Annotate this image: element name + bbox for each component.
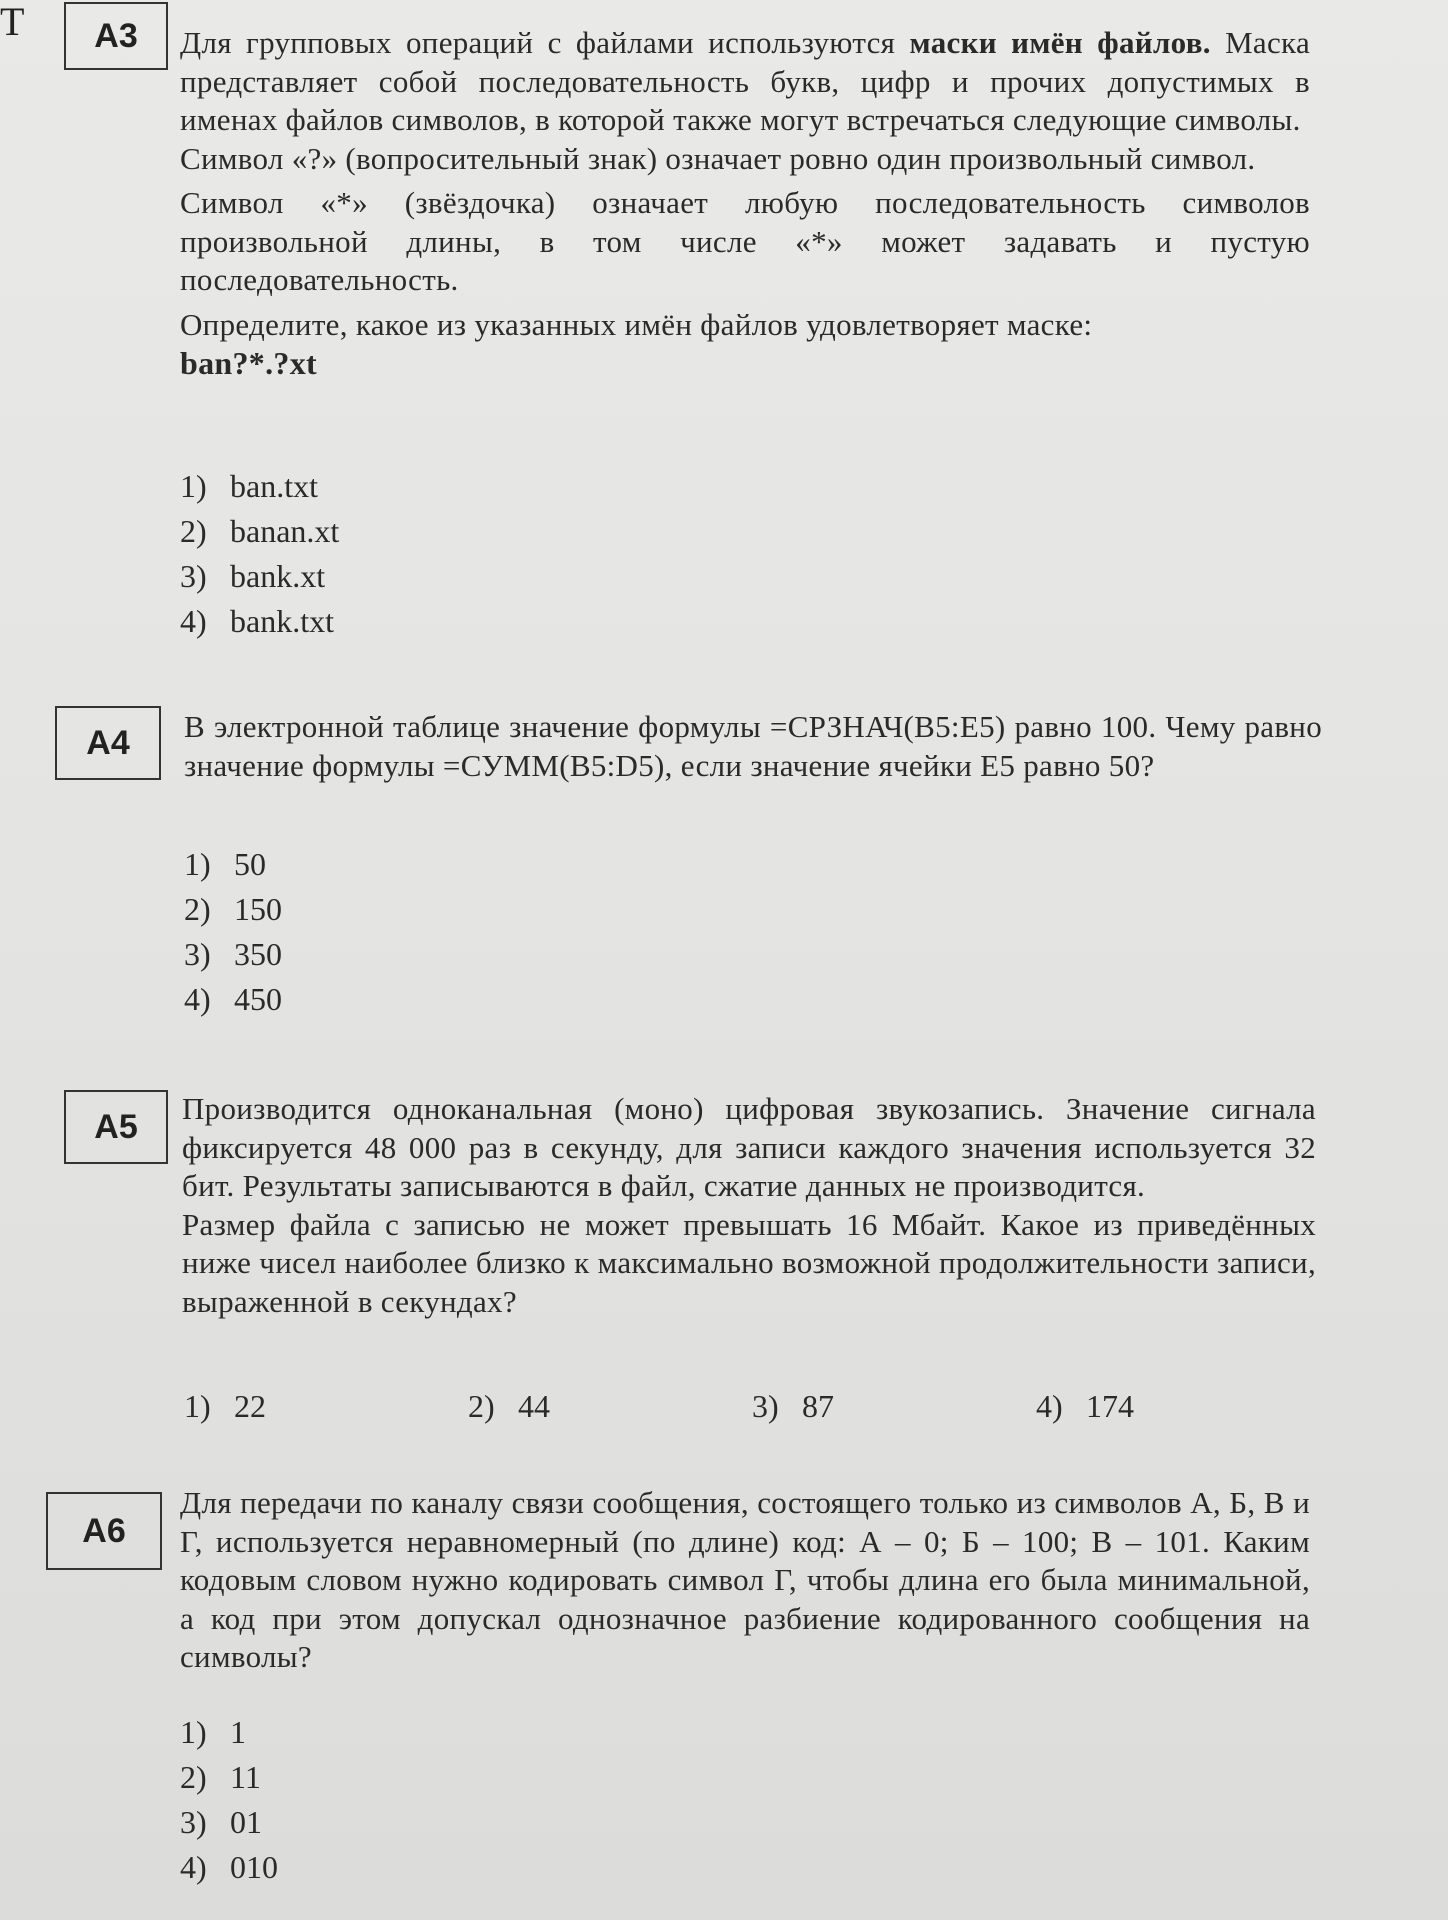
option-number: 1) — [180, 1714, 207, 1750]
option-number: 2) — [180, 513, 207, 549]
task-a5-paragraph-2: Размер файла с записью не может превышать 16 Мбайт. Какое из приведённых ниже чисел наиболее близко к максимально возможной продолжительности записи, выраженной в секундах? — [182, 1206, 1316, 1319]
option-number: 1) — [180, 468, 207, 504]
option-item — [180, 1759, 278, 1804]
option-item — [180, 603, 339, 648]
option-text: 44 — [518, 1388, 550, 1424]
option-number: 3) — [180, 1804, 207, 1840]
page-corner-fragment: Т — [0, 0, 25, 44]
task-a6-options — [180, 1714, 278, 1894]
task-a3-text — [180, 24, 1310, 383]
option-number: 3) — [752, 1388, 779, 1424]
task-a4-question: В электронной таблице значение формулы =СРЗНАЧ(B5:E5) равно 100. Чему равно значение формулы =СУММ(B5:D5), если значение ячейки E5 равно 50? — [184, 709, 1322, 783]
option-item — [180, 1849, 278, 1894]
task-a3-intro-bold: маски имён файлов. — [909, 25, 1211, 60]
option-item — [180, 468, 339, 513]
option-text: 11 — [230, 1759, 261, 1795]
task-label-a3: А3 — [64, 2, 168, 70]
option-text: 450 — [234, 981, 282, 1017]
task-a6-question: Для передачи по каналу связи сообщения, состоящего только из символов А, Б, В и Г, используется неравномерный (по длине) код: А – 0; Б – 100; В – 101. Каким кодовым словом нужно кодировать символ Г, чтобы длина его была минимальной, а код при этом допускал однозначное разбиение кодированного сообщения на символы? — [180, 1485, 1310, 1674]
option-text: 1 — [230, 1714, 246, 1750]
option-text: bank.xt — [230, 558, 326, 594]
option-text: 010 — [230, 1849, 278, 1885]
option-item — [468, 1388, 752, 1425]
option-number: 1) — [184, 1388, 211, 1424]
option-item — [1036, 1388, 1320, 1425]
task-a3-intro-start: Для групповых операций с файлами используются — [180, 25, 910, 60]
task-a3-question-mark-rule: Символ «?» (вопросительный знак) означает ровно один произвольный символ. — [180, 140, 1256, 176]
option-item — [184, 846, 282, 891]
task-label-a5: А5 — [64, 1090, 168, 1164]
option-number: 4) — [1036, 1388, 1063, 1424]
option-number: 2) — [180, 1759, 207, 1795]
task-a4-text — [184, 708, 1322, 785]
option-text: 50 — [234, 846, 266, 882]
task-a3-intro — [180, 24, 1310, 140]
option-item — [184, 981, 282, 1026]
task-a5-paragraph-1: Производится одноканальная (моно) цифровая звукозапись. Значение сигнала фиксируется 48 000 раз в секунду, для записи каждого значения используется 32 бит. Результаты записываются в файл, сжатие данных не производится. — [182, 1091, 1316, 1203]
option-item — [752, 1388, 1036, 1425]
option-text: 01 — [230, 1804, 262, 1840]
option-number: 3) — [180, 558, 207, 594]
option-number: 3) — [184, 936, 211, 972]
option-text: banan.xt — [230, 513, 340, 549]
option-item — [180, 1804, 278, 1849]
option-item — [184, 936, 282, 981]
option-number: 4) — [180, 603, 207, 639]
option-item — [184, 1388, 468, 1425]
option-item — [180, 558, 339, 603]
option-number: 2) — [468, 1388, 495, 1424]
task-a3-star-rule: Символ «*» (звёздочка) означает любую последовательность символов произвольной длины, в том числе «*» может задавать и пустую последовательность. — [180, 185, 1310, 297]
option-number: 1) — [184, 846, 211, 882]
option-number: 4) — [180, 1849, 207, 1885]
option-text: 350 — [234, 936, 282, 972]
option-text: 150 — [234, 891, 282, 927]
task-a6-text — [180, 1484, 1310, 1677]
task-a5-options — [184, 1388, 1320, 1425]
option-number: 4) — [184, 981, 211, 1017]
task-a3-task: Определите, какое из указанных имён файлов удовлетворяет маске: — [180, 306, 1093, 342]
task-a3-options — [180, 468, 339, 648]
task-label-a4: А4 — [55, 706, 161, 780]
task-a3-mask: ban?*.?xt — [180, 345, 317, 381]
option-text: ban.txt — [230, 468, 318, 504]
task-a5-text — [182, 1090, 1316, 1321]
option-text: 174 — [1086, 1388, 1134, 1424]
option-item — [180, 1714, 278, 1759]
option-number: 2) — [184, 891, 211, 927]
option-text: 87 — [802, 1388, 834, 1424]
option-item — [184, 891, 282, 936]
option-item — [180, 513, 339, 558]
option-text: 22 — [234, 1388, 266, 1424]
option-text: bank.txt — [230, 603, 334, 639]
task-label-a6: А6 — [46, 1492, 162, 1570]
task-a3-intro-end: Маска представляет собой последовательность букв, цифр и прочих допустимых в именах файлов символов, в которой также могут встречаться следующие символы. — [180, 25, 1311, 137]
task-a4-options — [184, 846, 282, 1026]
